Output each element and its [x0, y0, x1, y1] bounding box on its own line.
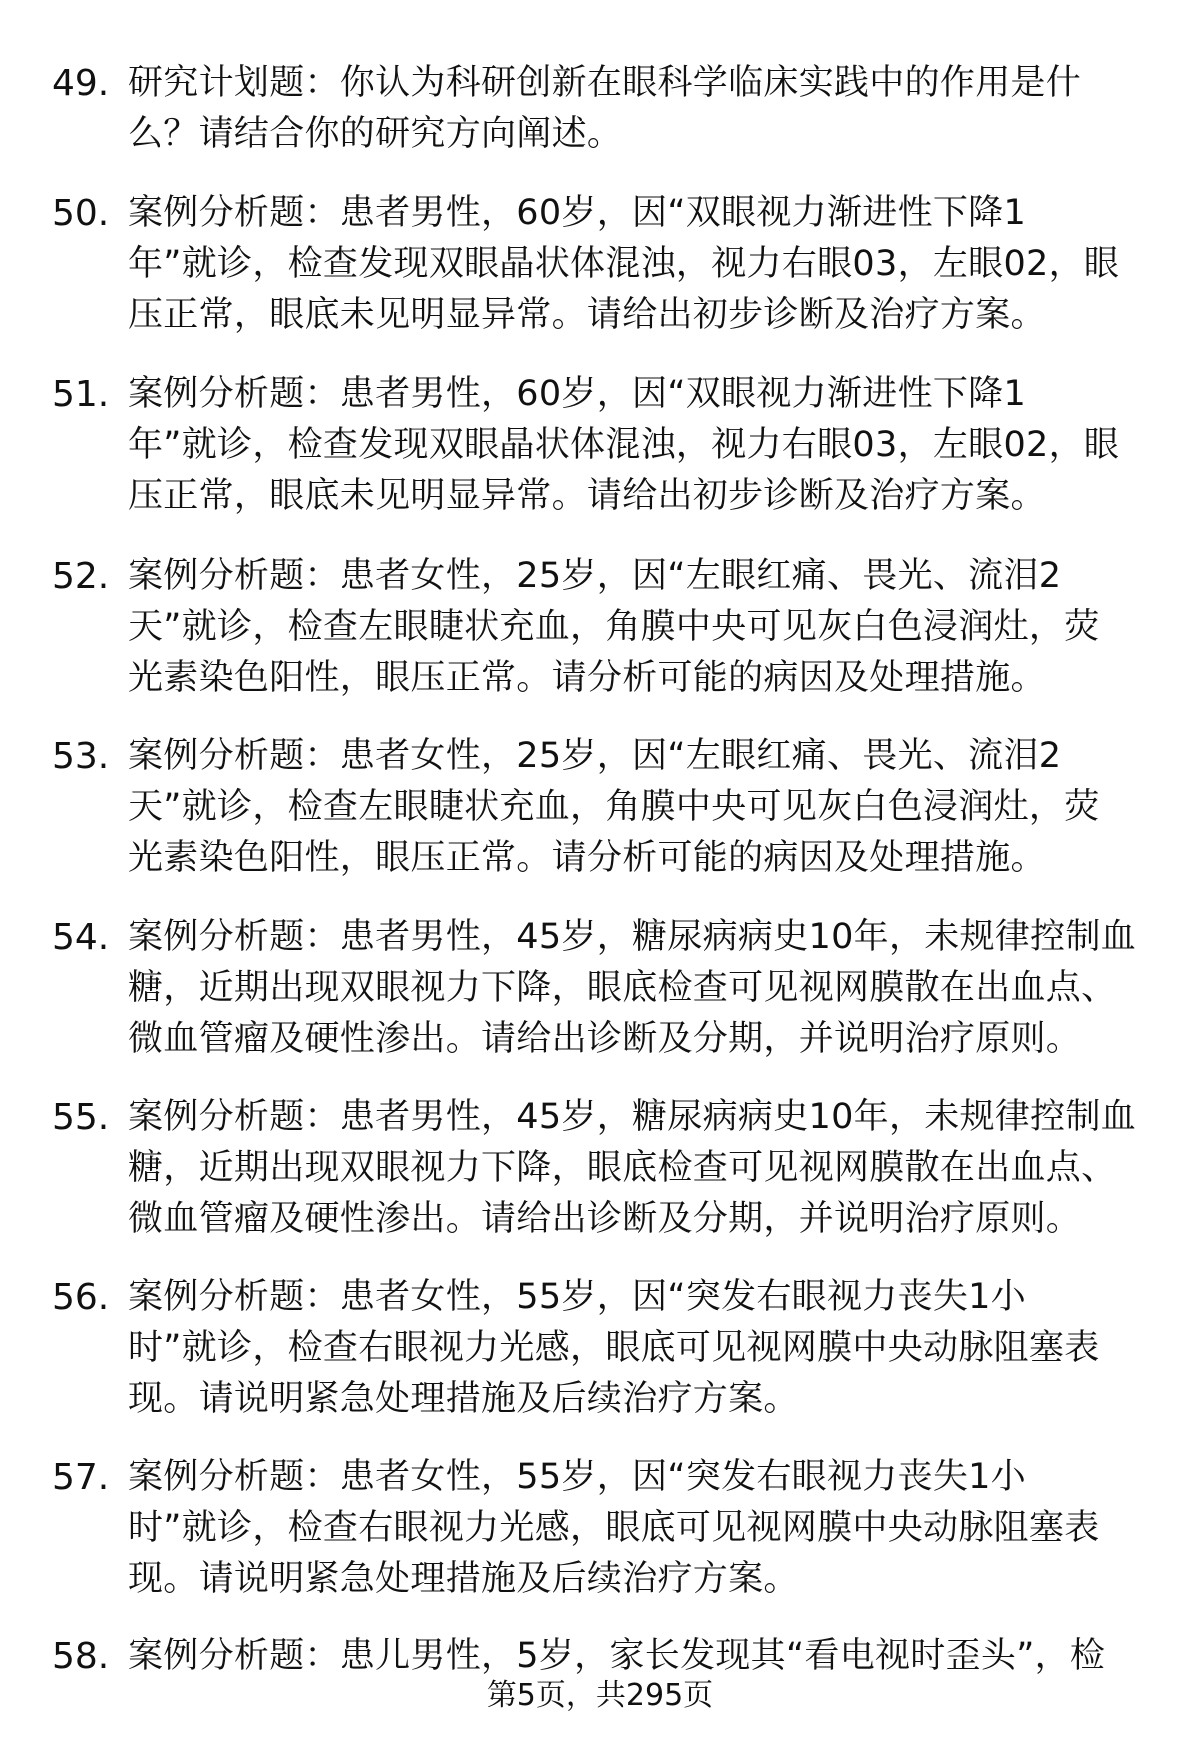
question-text-line: 压正常，眼底未见明显异常。请给出初步诊断及治疗方案。 [128, 476, 1046, 516]
question-number: 53. [52, 736, 110, 777]
question-text-line: 时”就诊，检查右眼视力光感，眼底可见视网膜中央动脉阻塞表 [128, 1328, 1100, 1368]
question-text-line: 案例分析题：患者女性，25岁，因“左眼红痛、畏光、流泪2 [128, 736, 1062, 776]
question-number: 51. [52, 374, 110, 415]
question-number: 49. [52, 63, 110, 104]
question-text-line: 现。请说明紧急处理措施及后续治疗方案。 [128, 1559, 799, 1599]
question-text-line: 糖，近期出现双眼视力下降，眼底检查可见视网膜散在出血点、 [128, 1148, 1117, 1188]
question-text-line: 时”就诊，检查右眼视力光感，眼底可见视网膜中央动脉阻塞表 [128, 1508, 1100, 1548]
question-text-line: 么？请结合你的研究方向阐述。 [128, 114, 623, 154]
question-number: 54. [52, 917, 110, 958]
question-text-line: 光素染色阳性，眼压正常。请分析可能的病因及处理措施。 [128, 838, 1046, 878]
question-number: 57. [52, 1457, 110, 1498]
question-number: 56. [52, 1277, 110, 1318]
question-text-line: 案例分析题：患者男性，45岁，糖尿病病史10年，未规律控制血 [128, 917, 1137, 957]
question-text-line: 案例分析题：患者女性，55岁，因“突发右眼视力丧失1小 [128, 1277, 1027, 1317]
question-number: 52. [52, 556, 110, 597]
question-text-line: 年”就诊，检查发现双眼晶状体混浊，视力右眼03，左眼02，眼 [128, 244, 1120, 284]
question-number: 55. [52, 1097, 110, 1138]
question-text-line: 天”就诊，检查左眼睫状充血，角膜中央可见灰白色浸润灶，荧 [128, 607, 1100, 647]
question-text-line: 案例分析题：患者男性，45岁，糖尿病病史10年，未规律控制血 [128, 1097, 1137, 1137]
question-text-line: 现。请说明紧急处理措施及后续治疗方案。 [128, 1379, 799, 1419]
question-text-line: 研究计划题：你认为科研创新在眼科学临床实践中的作用是什 [128, 63, 1082, 103]
question-text-line: 压正常，眼底未见明显异常。请给出初步诊断及治疗方案。 [128, 295, 1046, 335]
question-text-line: 案例分析题：患者女性，25岁，因“左眼红痛、畏光、流泪2 [128, 556, 1062, 596]
question-number: 50. [52, 193, 110, 234]
question-text-line: 糖，近期出现双眼视力下降，眼底检查可见视网膜散在出血点、 [128, 968, 1117, 1008]
question-text-line: 案例分析题：患儿男性，5岁，家长发现其“看电视时歪头”，检 [128, 1636, 1106, 1676]
question-text-line: 年”就诊，检查发现双眼晶状体混浊，视力右眼03，左眼02，眼 [128, 425, 1120, 465]
question-text-line: 案例分析题：患者男性，60岁，因“双眼视力渐进性下降1 [128, 193, 1027, 233]
question-text-line: 天”就诊，检查左眼睫状充血，角膜中央可见灰白色浸润灶，荧 [128, 787, 1100, 827]
question-text-line: 光素染色阳性，眼压正常。请分析可能的病因及处理措施。 [128, 658, 1046, 698]
question-text-line: 微血管瘤及硬性渗出。请给出诊断及分期，并说明治疗原则。 [128, 1019, 1082, 1059]
question-text-line: 微血管瘤及硬性渗出。请给出诊断及分期，并说明治疗原则。 [128, 1199, 1082, 1239]
question-text-line: 案例分析题：患者男性，60岁，因“双眼视力渐进性下降1 [128, 374, 1027, 414]
question-number: 58. [52, 1636, 110, 1677]
page-footer: 第5页，共295页 [486, 1678, 714, 1713]
question-text-line: 案例分析题：患者女性，55岁，因“突发右眼视力丧失1小 [128, 1457, 1027, 1497]
